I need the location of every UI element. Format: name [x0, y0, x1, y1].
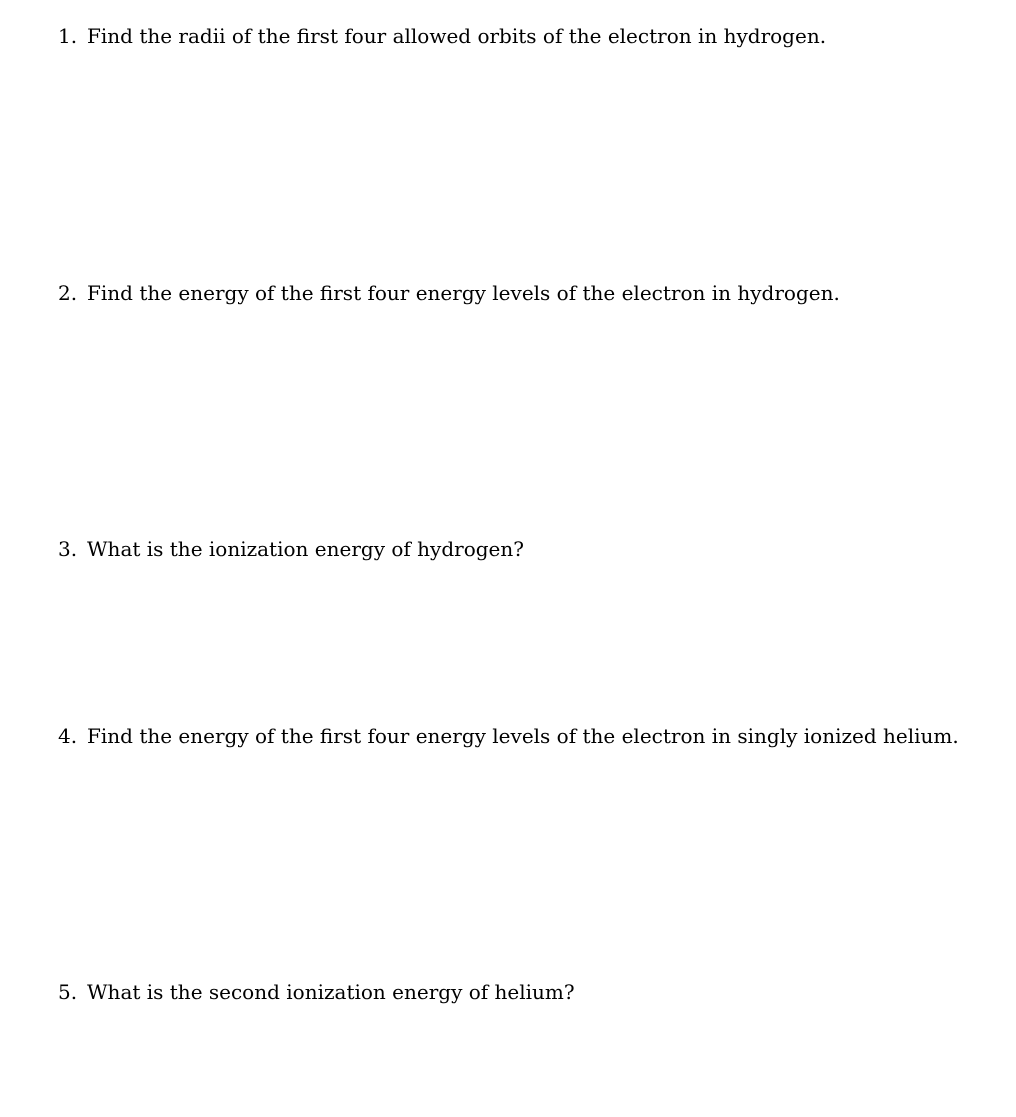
question-number: 4. [58, 724, 78, 748]
question-text: Find the energy of the first four energy levels of the electron in hydrogen. [87, 281, 840, 305]
question-text: Find the energy of the first four energy levels of the electron in singly ionized helium. [87, 724, 959, 748]
question-text: What is the ionization energy of hydrogen? [87, 537, 524, 561]
question-item [58, 724, 959, 748]
question-number: 1. [58, 24, 78, 48]
question-number: 3. [58, 537, 78, 561]
question-item [58, 980, 575, 1004]
question-item [58, 24, 826, 48]
question-number: 2. [58, 281, 78, 305]
question-text: What is the second ionization energy of helium? [87, 980, 575, 1004]
question-number: 5. [58, 980, 78, 1004]
question-text: Find the radii of the first four allowed orbits of the electron in hydrogen. [87, 24, 827, 48]
question-item [58, 537, 524, 561]
question-item [58, 281, 840, 305]
